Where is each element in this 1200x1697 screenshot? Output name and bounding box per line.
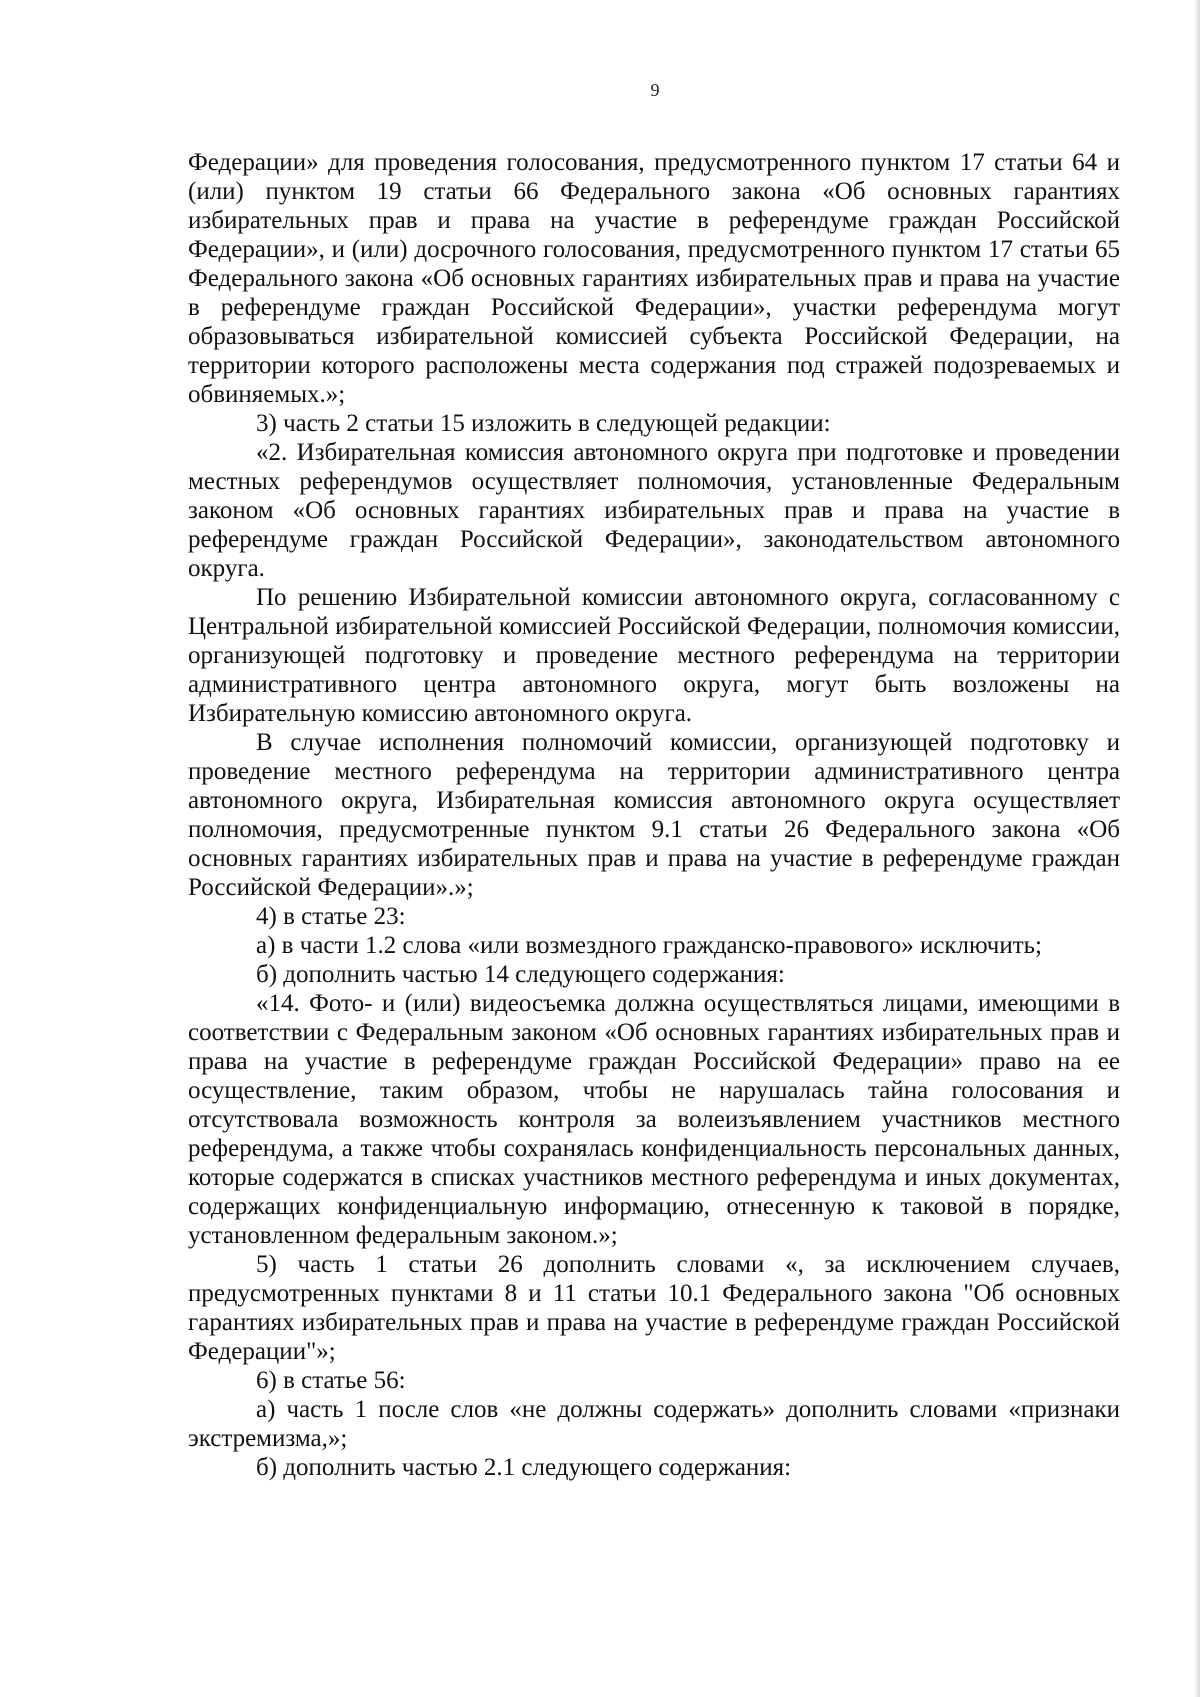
paragraph: б) дополнить частью 14 следующего содержания: — [256, 961, 785, 988]
paragraph: 3) часть 2 статьи 15 изложить в следующей редакции: — [256, 410, 831, 437]
paragraph: 6) в статье 56: — [256, 1367, 406, 1394]
paragraph: б) дополнить частью 2.1 следующего содержания: — [256, 1454, 792, 1481]
paragraph: 5) часть 1 статьи 26 дополнить словами «, за исключением случаев, предусмотренных пунктами 8 и 11 статьи 10.1 Федерального закона "Об основных гарантиях избирательных прав и права на участие в референдуме граждан Российской Федерации"»; — [188, 1251, 1120, 1365]
paragraph: 4) в статье 23: — [256, 903, 406, 930]
paragraph: а) в части 1.2 слова «или возмездного гражданско-правового» исключить; — [256, 932, 1042, 959]
paragraph: а) часть 1 после слов «не должны содержать» дополнить словами «признаки экстремизма,»; — [188, 1396, 1120, 1452]
scan-edge-shadow — [1194, 0, 1200, 1697]
paragraph: По решению Избирательной комиссии автономного округа, согласованному с Центральной избирательной комиссией Российской Федерации, полномочия комиссии, организующей подготовку и проведение местного референдума на территории административного центра автономного округа, могут быть возложены на Избирательную комиссию автономного округа. — [188, 584, 1120, 727]
paragraph: «2. Избирательная комиссия автономного округа при подготовке и проведении местных референдумов осуществляет полномочия, установленные Федеральным законом «Об основных гарантиях избирательных прав и права на участие в референдуме граждан Российской Федерации», законодательством автономного округа. — [188, 439, 1120, 582]
document-body — [188, 148, 1120, 1482]
paragraph: В случае исполнения полномочий комиссии, организующей подготовку и проведение местного референдума на территории административного центра автономного округа, Избирательная комиссия автономного округа осуществляет полномочия, предусмотренные пунктом 9.1 статьи 26 Федерального закона «Об основных гарантиях избирательных прав и права на участие в референдуме граждан Российской Федерации».»; — [188, 729, 1120, 901]
page-number: 9 — [650, 80, 660, 100]
paragraph: «14. Фото- и (или) видеосъемка должна осуществляться лицами, имеющими в соответствии с Федеральным законом «Об основных гарантиях избирательных прав и права на участие в референдуме граждан Российской Федерации» право на ее осуществление, таким образом, чтобы не нарушалась тайна голосования и отсутствовала возможность контроля за волеизъявлением участников местного референдума, а также чтобы сохранялась конфиденциальность персональных данных, которые содержатся в списках участников местного референдума и иных документах, содержащих конфиденциальную информацию, отнесенную к таковой в порядке, установленном федеральным законом.»; — [188, 990, 1120, 1249]
paragraph: Федерации» для проведения голосования, предусмотренного пунктом 17 статьи 64 и (или) пунктом 19 статьи 66 Федерального закона «Об основных гарантиях избирательных прав и права на участие в референдуме граждан Российской Федерации», и (или) досрочного голосования, предусмотренного пунктом 17 статьи 65 Федерального закона «Об основных гарантиях избирательных прав и права на участие в референдуме граждан Российской Федерации», участки референдума могут образовываться избирательной комиссией субъекта Российской Федерации, на территории которого расположены места содержания под стражей подозреваемых и обвиняемых.»; — [188, 149, 1120, 408]
